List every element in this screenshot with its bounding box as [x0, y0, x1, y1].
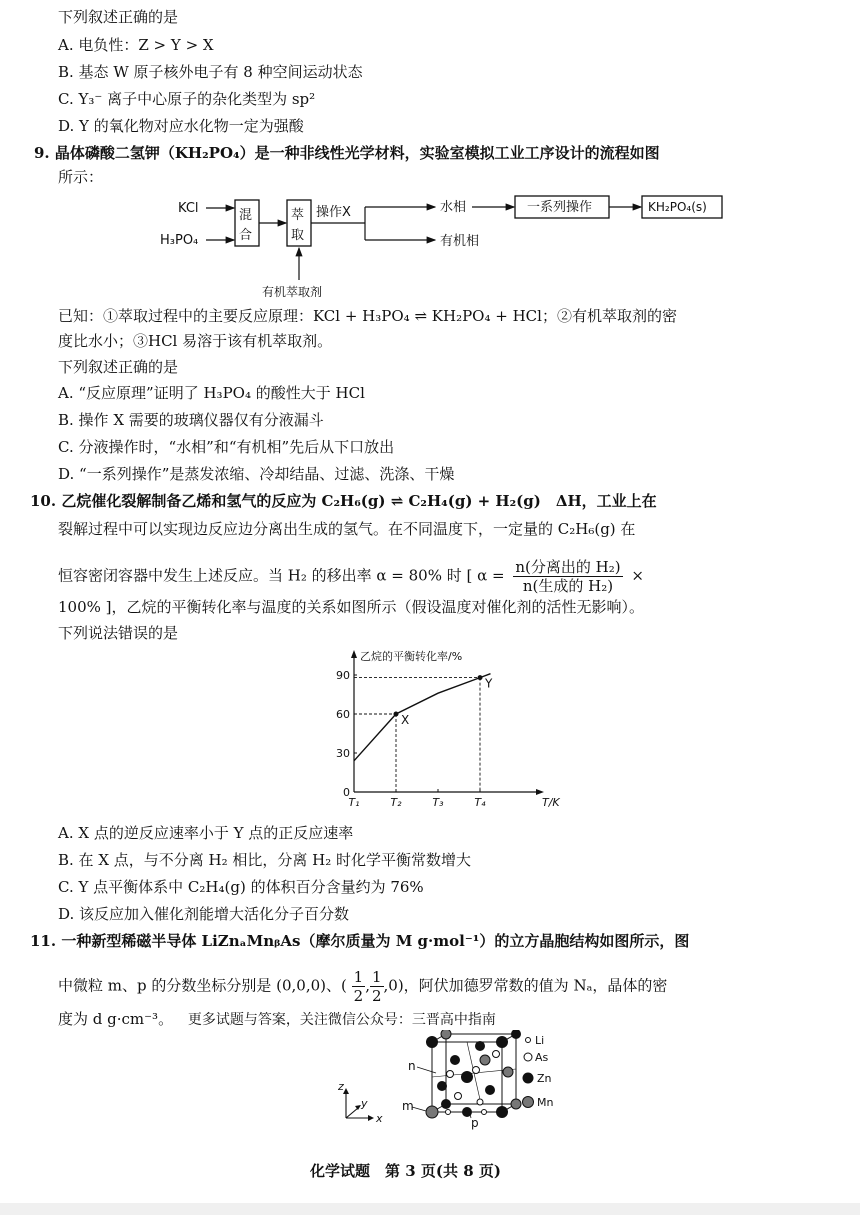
- point-x: [394, 712, 399, 717]
- legend-zn: Zn: [537, 1072, 552, 1085]
- q11-density: 度为 d g·cm⁻³。: [58, 1010, 174, 1028]
- svg-text:合: 合: [239, 228, 253, 243]
- svg-text:萃: 萃: [291, 208, 305, 223]
- flow-reagent: 有机萃取剂: [262, 285, 323, 299]
- q9-option-b: B. 操作 X 需要的玻璃仪器仅有分液漏斗: [58, 411, 324, 429]
- point-y: [478, 675, 483, 680]
- flow-operation-x: 操作X: [316, 205, 351, 220]
- x-tick-label: T₁: [348, 796, 360, 809]
- axis-y-label: y: [361, 1097, 368, 1110]
- q10-option-a: A. X 点的逆反应速率小于 Y 点的正反应速率: [58, 824, 354, 842]
- q9-line1: 9. 晶体磷酸二氢钾（KH₂PO₄）是一种非线性光学材料，实验室模拟工业工序设计的流程如图: [34, 144, 660, 162]
- q11-line2-pre: 中微粒 m、p 的分数坐标分别是 (0,0,0)、(: [58, 976, 347, 995]
- legend: [523, 1034, 554, 1109]
- y-tick-label: 0: [343, 786, 350, 799]
- y-tick-label: 90: [336, 669, 350, 682]
- flow-input-kcl: KCl: [178, 201, 199, 216]
- y-tick-label: 30: [336, 747, 350, 760]
- svg-text:混: 混: [239, 208, 253, 223]
- q9-line2: 所示：: [58, 168, 104, 186]
- q11-line2: 中微粒 m、p 的分数坐标分别是 (0,0,0)、( $\frac{1}{2}$ , $\frac{1}{2}$ ,0)，阿伏加德罗常数的值为 Nₐ，晶体的密: [58, 968, 668, 1005]
- q10-line2: 裂解过程中可以实现边反应边分离出生成的氢气。在不同温度下，一定量的 C₂H₆(g) 在: [58, 520, 636, 538]
- alpha-fraction: [513, 558, 622, 595]
- half-fraction-1: [352, 968, 366, 1005]
- flow-input-h3po4: H₃PO₄: [160, 233, 199, 248]
- q10-line1: 10. 乙烷催化裂解制备乙烯和氢气的反应为 C₂H₆(g) ⇌ C₂H₄(g) + H₂(g) ΔH，工业上在: [30, 492, 657, 510]
- legend-as: As: [535, 1051, 549, 1064]
- axes-icon: [343, 1088, 374, 1121]
- flow-product: KH₂PO₄(s): [648, 200, 707, 214]
- legend-mn: Mn: [537, 1096, 554, 1109]
- q8-option-c: C. Y₃⁻ 离子中心原子的杂化类型为 sp²: [58, 90, 316, 108]
- atoms: [426, 1030, 521, 1118]
- x-tick-label: T₃: [432, 796, 444, 809]
- q10-conversion-chart: [330, 642, 580, 824]
- flow-water-phase: 水相: [440, 200, 467, 215]
- x-tick-label: T₂: [390, 796, 402, 809]
- fraction-denominator: n(生成的 H₂): [522, 577, 614, 595]
- half-den: 2: [371, 987, 382, 1005]
- particle-n-label: n: [408, 1059, 416, 1073]
- q11-line1: 11. 一种新型稀磁半导体 LiZnₐMnᵦAs（摩尔质量为 M g·mol⁻¹）的立方晶胞结构如图所示，图: [30, 932, 690, 950]
- bottom-scroll-strip: [0, 1203, 860, 1215]
- flow-series-ops: 一系列操作: [527, 200, 593, 215]
- svg-text:取: 取: [291, 228, 305, 243]
- y-axis-arrow: [351, 650, 357, 658]
- q9-stem: 下列叙述正确的是: [58, 358, 179, 376]
- q10-line3: [58, 558, 644, 595]
- q10-line3-post: ×: [631, 566, 644, 585]
- half-num: 1: [353, 968, 364, 986]
- q10-stem: 下列说法错误的是: [58, 624, 179, 642]
- q8-option-b: B. 基态 W 原子核外电子有 8 种空间运动状态: [58, 63, 363, 81]
- axis-x-label: x: [376, 1112, 383, 1125]
- q9-option-c: C. 分液操作时，“水相”和“有机相”先后从下口放出: [58, 438, 395, 456]
- half-den: 2: [353, 987, 364, 1005]
- q11-line2-post: ,0)，阿伏加德罗常数的值为 Nₐ，晶体的密: [383, 976, 668, 995]
- crystal-cell-diagram: [330, 1030, 580, 1130]
- q8-option-d: D. Y 的氧化物对应水化物一定为强酸: [58, 117, 304, 135]
- point-label-x: X: [401, 713, 410, 727]
- promo-watermark: 更多试题与答案，关注微信公众号：三晋高中指南: [187, 1012, 496, 1028]
- particle-p-label: p: [471, 1116, 479, 1130]
- q9-flow-diagram: [150, 190, 740, 302]
- q10-option-c: C. Y 点平衡体系中 C₂H₄(g) 的体积百分含量约为 76%: [58, 878, 424, 896]
- q10-option-d: D. 该反应加入催化剂能增大活化分子百分数: [58, 905, 350, 923]
- q10-line3-pre: 恒容密闭容器中发生上述反应。当 H₂ 的移出率 α = 80% 时 [ α =: [58, 566, 505, 585]
- q8-option-a: A. 电负性：Z > Y > X: [58, 36, 214, 54]
- x-axis-label: T/K: [542, 796, 560, 809]
- fraction-numerator: n(分离出的 H₂): [515, 558, 621, 576]
- particle-m-label: m: [402, 1099, 414, 1113]
- x-axis-arrow: [536, 789, 544, 795]
- y-tick-label: 60: [336, 708, 350, 721]
- q9-option-d: D. “一系列操作”是蒸发浓缩、冷却结晶、过滤、洗涤、干燥: [58, 465, 455, 483]
- conversion-curve: [354, 674, 491, 761]
- q9-option-a: A. “反应原理”证明了 H₃PO₄ 的酸性大于 HCl: [58, 384, 365, 402]
- y-axis-label: 乙烷的平衡转化率/%: [360, 650, 463, 663]
- q9-known1: 已知：①萃取过程中的主要反应原理：KCl + H₃PO₄ ⇌ KH₂PO₄ + HCl；②有机萃取剂的密: [58, 307, 677, 325]
- point-label-y: Y: [485, 676, 493, 691]
- half-num: 1: [371, 968, 382, 986]
- q8-stem: 下列叙述正确的是: [58, 8, 179, 26]
- q10-option-b: B. 在 X 点，与不分离 H₂ 相比，分离 H₂ 时化学平衡常数增大: [58, 851, 472, 869]
- q11-line3: [58, 1008, 496, 1031]
- q10-line4: 100% ]，乙烷的平衡转化率与温度的关系如图所示（假设温度对催化剂的活性无影响）。: [58, 598, 645, 616]
- x-tick-label: T₄: [474, 796, 486, 809]
- legend-li: Li: [535, 1034, 545, 1047]
- flow-organic-phase: 有机相: [440, 234, 480, 249]
- axis-z-label: z: [338, 1080, 344, 1093]
- half-fraction-2: [370, 968, 384, 1005]
- page-footer: 化学试题 第 3 页(共 8 页): [310, 1162, 501, 1180]
- q9-known2: 度比水小；③HCl 易溶于该有机萃取剂。: [58, 332, 333, 350]
